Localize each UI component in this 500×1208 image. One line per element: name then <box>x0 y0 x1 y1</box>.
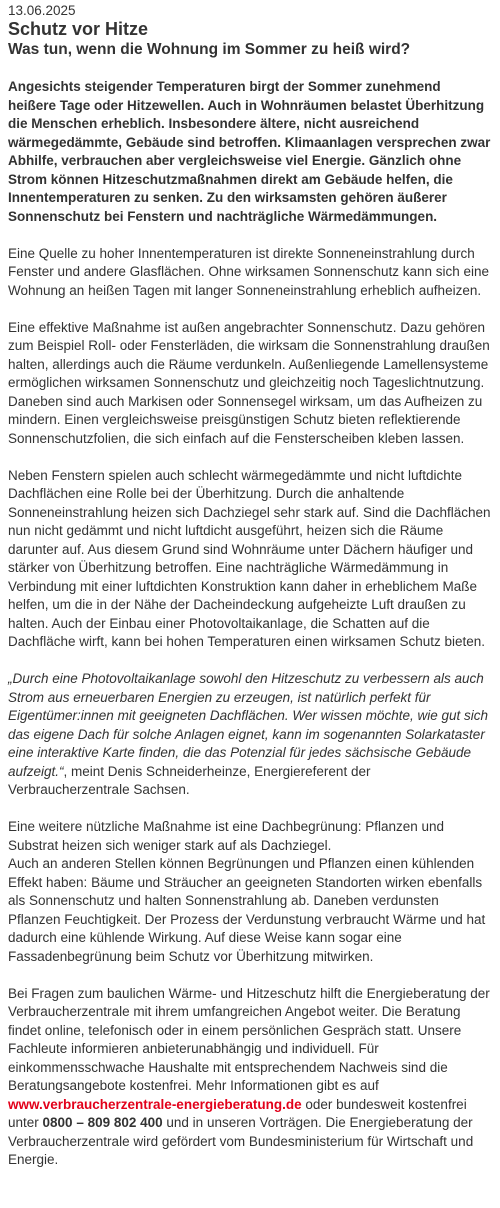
body-paragraph-1: Eine Quelle zu hoher Innentemperaturen ist direkte Sonneneinstrahlung durch Fenster und andere Glasflächen. Ohne wirksamen Sonnenschutz kann sich eine Wohnung an heißen Tagen mit langer Sonneneinstrahlung erheblich aufheizen. <box>8 245 490 298</box>
energieberatung-link[interactable]: www.verbraucherzentrale-energieberatung.de <box>8 1096 302 1112</box>
publication-date: 13.06.2025 <box>8 3 76 18</box>
hotline-phone-number: 0800 – 809 802 400 <box>42 1115 163 1130</box>
lead-paragraph: Angesichts steigender Temperaturen birgt der Sommer zunehmend heißere Tage oder Hitzewellen. Auch in Wohnräumen belastet Überhitzung die Menschen erheblich. Insbesondere ältere, nicht ausreichend wärmegedämmte, Gebäude sind betroffen. Klimaanlagen versprechen zwar Abhilfe, verbrauchen aber vergleichsweise viel Energie. Gänzlich ohne Strom können Hitzeschutzmaßnahmen direkt am Gebäude helfen, die Innentemperaturen zu senken. Zu den wirksamsten gehören äußerer Sonnenschutz bei Fenstern und nachträgliche Wärmedämmungen. <box>8 79 491 224</box>
quote-attribution: , meint Denis Schneiderheinze, Energiereferent der Verbraucherzentrale Sachsen. <box>8 763 371 797</box>
body-paragraph-2: Eine effektive Maßnahme ist außen angebrachter Sonnenschutz. Dazu gehören zum Beispiel Roll- oder Fensterläden, die wirksam die Sonnenstrahlung draußen halten, allerdings auch die Räume verdunkeln. Außenliegende Lamellensysteme ermöglichen wirksamen Sonnenschutz und gleichzeitig noch Tageslichtnutzung. Daneben sind auch Markisen oder Sonnensegel wirksam, um das Aufheizen zu mindern. Einen vergleichsweise preisgünstigen Schutz bieten reflektierende Sonnenschutzfolien, die sich einfach auf die Fensterscheiben kleben lassen. <box>8 319 490 446</box>
article-subtitle: Was tun, wenn die Wohnung im Sommer zu heiß wird? <box>8 41 411 58</box>
body-paragraph-4a: Eine weitere nützliche Maßnahme ist eine Dachbegrünung: Pflanzen und Substrat heizen sich weniger stark auf als Dachziegel. <box>8 819 445 853</box>
closing-text-1: Bei Fragen zum baulichen Wärme- und Hitzeschutz hilft die Energieberatung der Verbraucherzentrale mit ihrem umfangreichen Angebot weiter. Die Beratung findet online, telefonisch oder in einem persönlichen Gespräch statt. Unsere Fachleute informieren anbieterunabhängig und individuell. Für einkommensschwache Haushalte mit entsprechendem Nachweis sind die Beratungsangebote kostenfrei. Mehr Informationen gibt es auf <box>8 985 490 1093</box>
article-title: Schutz vor Hitze <box>8 19 149 39</box>
body-paragraph-3: Neben Fenstern spielen auch schlecht wärmegedämmte und nicht luftdichte Dachflächen eine Rolle bei der Überhitzung. Durch die anhaltende Sonneneinstrahlung heizen sich Dachziegel sehr stark auf. Sind die Dachflächen nun nicht gedämmt und nicht luftdicht ausgeführt, heizen sich die Räume darunter auf. Aus diesem Grund sind Wohnräume unter Dächern häufiger und stärker von Überhitzung betroffen. Eine nachträgliche Wärmedämmung in Verbindung mit einer luftdichten Konstruktion kann daher in erheblichem Maße helfen, um die in der Nähe der Dacheindeckung aufgeheizte Luft draußen zu halten. Auch der Einbau einer Photovoltaikanlage, die Schatten auf die Dachfläche wirft, kann bei hohen Temperaturen einen wirksamen Schutz bieten. <box>8 467 491 649</box>
body-paragraph-4b: Auch an anderen Stellen können Begrünungen und Pflanzen einen kühlenden Effekt haben: Bäume und Sträucher an geeigneten Standorten wirken ebenfalls als Sonnenschutz und halten Sonnenstrahlung ab. Daneben verdunsten Pflanzen Feuchtigkeit. Der Prozess der Verdunstung verbraucht Wärme und hat dadurch eine kühlende Wirkung. Auf diese Weise kann sogar eine Fassadenbegrünung beim Schutz vor Überhitzung mitwirken. <box>8 856 486 964</box>
closing-text-3: und in unseren Vorträgen. Die Energieberatung der Verbraucherzentrale wird gefördert vom Bundesministerium für Wirtschaft und Energie. <box>8 1115 474 1167</box>
closing-paragraph <box>8 985 492 1170</box>
closing-text-2: oder bundesweit kostenfrei unter <box>8 1096 467 1130</box>
quote-text: „Durch eine Photovoltaikanlage sowohl den Hitzeschutz zu verbessern als auch Strom aus erneuerbaren Energien zu erzeugen, ist natürlich perfekt für Eigentümer:innen mit geeigneten Dachflächen. Wer wissen möchte, wie gut sich das eigene Dach für solche Anlagen eignet, kann im sogenannten Solarkataster eine interaktive Karte finden, die das Potenzial für jedes sächsische Gebäude aufzeigt.“ <box>8 671 489 779</box>
quote-paragraph <box>8 670 492 800</box>
